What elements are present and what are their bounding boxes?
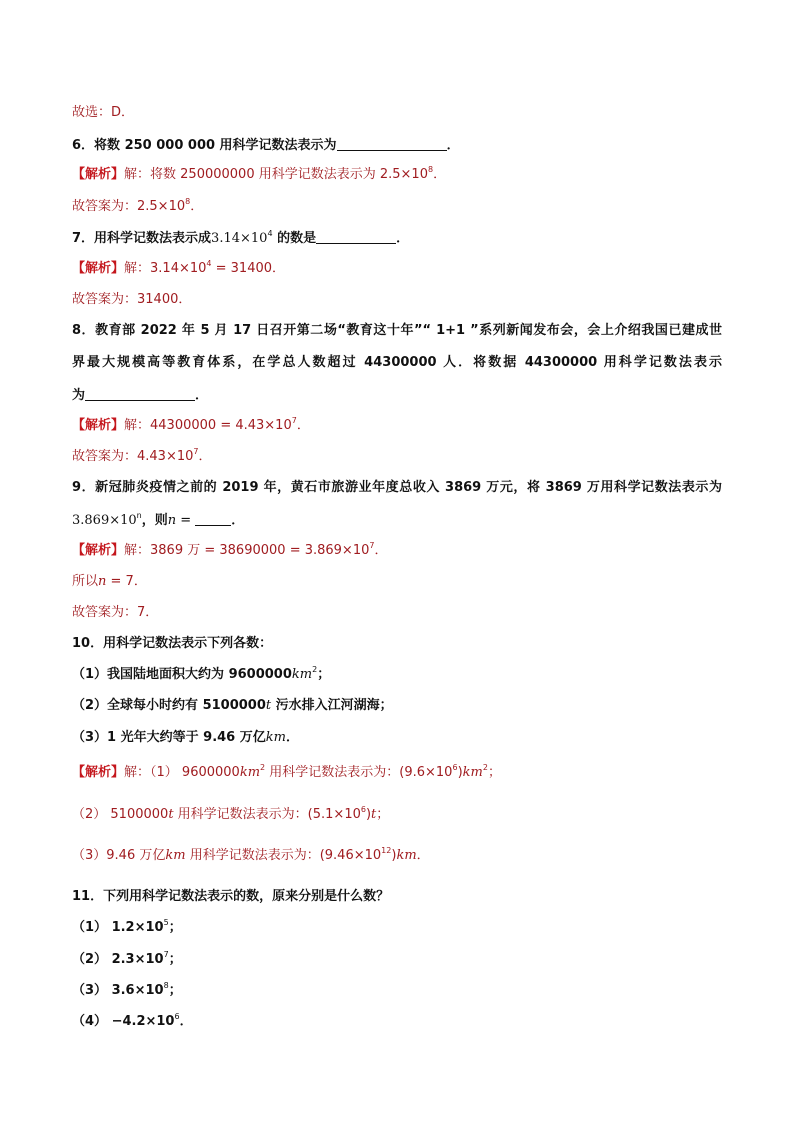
question-11-part3: （3） $3.6\times 10^8$； xyxy=(72,981,182,998)
solution-9-step: 所以n = 7． xyxy=(72,574,147,589)
solution-10-part1: 【解析】解：（1） $9600000km^2$ 用科学记数法表示为：$(9.6\times 10^6)km^2$； xyxy=(72,763,501,780)
answer-blank xyxy=(85,386,195,401)
question-11-part1: （1） $1.2\times 10^5$； xyxy=(72,918,182,935)
question-8-line2: 界最大规模高等教育体系，在学总人数超过 44300000 人．将数据 44300000 用科学记数法表示 xyxy=(72,355,722,370)
final-answer-9: 故答案为：7． xyxy=(72,605,159,620)
solution-10-part3: （3）9.46 万亿km 用科学记数法表示为：$(9.46\times 10^{12})km$． xyxy=(72,846,430,863)
solution-8: 【解析】解：$44300000 = 4.43\times 10^7$． xyxy=(72,416,310,433)
question-8-line1: 8．教育部 2022 年 5 月 17 日召开第二场“教育这十年”“ 1+1 ”系列新闻发布会，会上介绍我国已建成世 xyxy=(72,323,722,338)
question-11: 11．下列用科学记数法表示的数，原来分别是什么数？ xyxy=(72,889,390,904)
question-9-line2: $3.869\times 10^n$，则n = ． xyxy=(72,511,245,528)
answer-line: 故选：D． xyxy=(72,105,135,120)
final-answer-7: 故答案为：31400． xyxy=(72,292,192,307)
question-8-line3: 为 ． xyxy=(72,388,209,403)
question-7: 7．用科学记数法表示成$3.14\times 10^4$ 的数是 ． xyxy=(72,229,410,246)
final-answer-8: 故答案为：$4.43\times 10^7$． xyxy=(72,447,212,464)
question-10-part3: （3）1 光年大约等于 9.46 万亿km． xyxy=(72,730,299,745)
solution-10-part2: （2） 5100000t 用科学记数法表示为：$(5.1\times 10^6)t$； xyxy=(72,805,390,822)
question-10-part1: （1）我国陆地面积大约为 $9600000km^2$； xyxy=(72,665,331,682)
question-10: 10．用科学记数法表示下列各数： xyxy=(72,636,273,651)
question-6: 6．将数 250 000 000 用科学记数法表示为 ． xyxy=(72,138,460,153)
solution-9: 【解析】解：3869 万 = $38690000 = 3.869\times 10^7$． xyxy=(72,541,388,558)
solution-7: 【解析】解：$3.14\times 10^4 = 31400$． xyxy=(72,259,286,276)
answer-blank xyxy=(195,511,231,526)
question-11-part2: （2） $2.3\times 10^7$； xyxy=(72,950,182,967)
question-10-part2: （2）全球每小时约有 5100000t 污水排入江河湖海； xyxy=(72,698,393,713)
solution-6: 【解析】解：将数 250000000 用科学记数法表示为 $2.5\times 10^8$． xyxy=(72,165,447,182)
final-answer-6: 故答案为：$2.5\times 10^8$． xyxy=(72,197,204,214)
answer-blank xyxy=(316,229,396,244)
question-11-part4: $(4) -4.2\times 10^6$． xyxy=(72,1012,193,1029)
answer-blank xyxy=(337,136,447,151)
question-9-line1: 9．新冠肺炎疫情之前的 2019 年，黄石市旅游业年度总收入 3869 万元，将 3869 万用科学记数法表示为 xyxy=(72,480,722,495)
